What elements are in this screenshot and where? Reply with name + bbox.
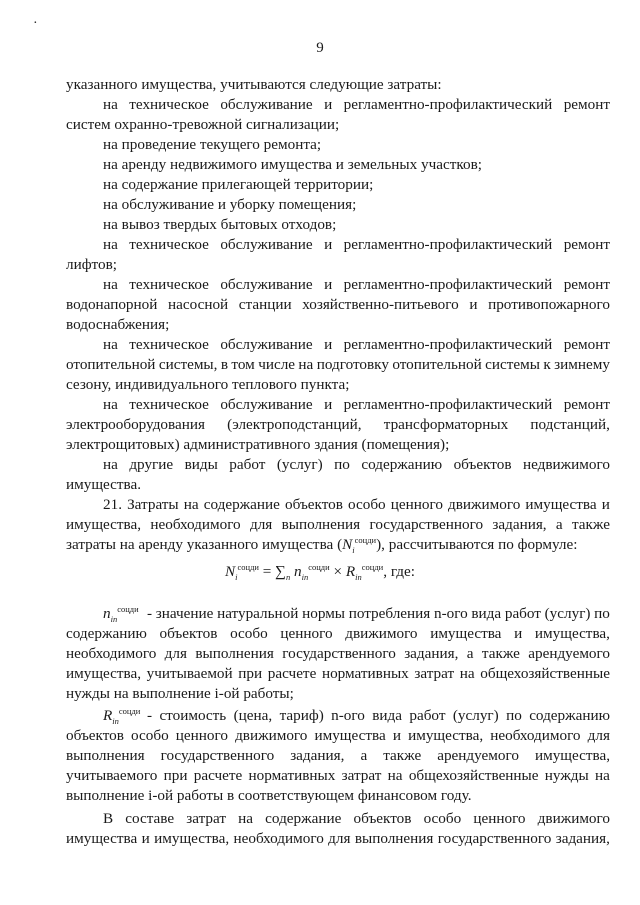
formula	[0, 561, 640, 583]
word: техническое	[129, 396, 209, 413]
word: ценного	[390, 496, 443, 513]
word: объектов	[453, 456, 512, 473]
word: содержанию	[361, 456, 443, 473]
word: регламентно-профилактический	[343, 276, 553, 293]
text-line-justified	[66, 664, 610, 684]
word: государственного	[282, 645, 396, 662]
word: (цена,	[233, 707, 273, 724]
word: имущества	[525, 496, 597, 513]
word: В	[103, 810, 114, 827]
text-line-justified	[147, 604, 610, 624]
word: по	[334, 456, 350, 473]
superscript: соцди	[354, 534, 377, 545]
word: на	[595, 767, 610, 784]
word: натуральной	[217, 605, 299, 622]
word: регламентно-профилактический	[343, 96, 553, 113]
word: на	[103, 396, 118, 413]
word: регламентно-профилактический	[343, 396, 553, 413]
word: имущества,	[534, 747, 610, 764]
word: имущества,	[66, 665, 142, 682]
symbol-R: R	[103, 707, 113, 724]
text-line: на проведение текущего ремонта;	[103, 136, 322, 153]
formula-N: N	[225, 563, 236, 580]
text-line-justified	[103, 495, 610, 515]
word: на	[298, 356, 314, 373]
word: выполнения	[66, 747, 145, 764]
formula-equals: =	[262, 563, 272, 580]
word: 21.	[103, 496, 122, 513]
text-line-justified	[103, 235, 610, 255]
word: ремонт	[563, 396, 610, 413]
formula-times: ×	[333, 563, 343, 580]
word: содержание	[203, 496, 280, 513]
symbol-N: N	[342, 536, 353, 553]
text-line-justified	[103, 809, 610, 829]
word: расчете	[267, 665, 317, 682]
word: нормативных	[321, 665, 409, 682]
word: ценного	[473, 810, 526, 827]
word: обслуживание	[220, 96, 313, 113]
text-line-justified	[66, 624, 610, 644]
text-line-justified	[66, 726, 610, 746]
text-line-justified	[103, 335, 610, 355]
word: отопительной	[66, 356, 156, 373]
word: для	[328, 830, 351, 847]
word: тариф)	[279, 707, 324, 724]
word: и	[141, 830, 150, 847]
word: значение	[155, 605, 214, 622]
text-line: нужды на выполнение i-ой работы;	[66, 685, 294, 702]
word: (услуг)	[452, 707, 499, 724]
word: особо	[423, 810, 462, 827]
word: затрат	[341, 767, 382, 784]
word: работ	[504, 605, 541, 622]
text-line: на аренду недвижимого имущества и земельных участков;	[103, 156, 482, 173]
word: техническое	[129, 276, 209, 293]
word: обслуживание	[220, 276, 313, 293]
word: для	[249, 516, 273, 533]
formula-sup: соцди	[308, 561, 330, 572]
word: движимого	[448, 496, 521, 513]
subscript: i	[352, 545, 355, 556]
word: на	[103, 236, 118, 253]
word: ремонт	[563, 276, 610, 293]
word: ремонт	[563, 336, 610, 353]
text-line: систем охранно-тревожной сигнализации;	[66, 116, 340, 133]
formula-sub: in	[301, 572, 309, 583]
word: имущества	[66, 830, 138, 847]
formula-sup: соцди	[237, 561, 259, 572]
word: станции	[238, 296, 292, 313]
word: ценного	[175, 727, 228, 744]
word: арендуемого	[437, 747, 519, 764]
text-line: на обслуживание и уборку помещения;	[103, 196, 357, 213]
word: виды	[184, 456, 218, 473]
word: а	[466, 645, 474, 662]
superscript: соцди	[117, 603, 139, 614]
word: затрат	[186, 810, 227, 827]
word: движимого	[537, 810, 610, 827]
word: потребления	[348, 605, 431, 622]
word: системы	[485, 356, 540, 373]
word: зимнему	[554, 356, 610, 373]
corner-mark: ·	[33, 16, 38, 31]
word: имущества	[314, 727, 386, 744]
word: техническое	[129, 236, 209, 253]
word: и	[392, 727, 401, 744]
word: ценного	[280, 625, 333, 642]
word: необходимого	[490, 727, 581, 744]
word: (услуг)	[544, 605, 591, 622]
word: объектов	[353, 810, 412, 827]
word: отопительной	[392, 356, 482, 373]
word: объектов	[285, 496, 343, 513]
formula-sub: i	[235, 572, 238, 583]
word: на	[103, 336, 118, 353]
word: n-ого	[331, 707, 365, 724]
word: учитываемого	[66, 767, 158, 784]
word: обслуживание	[220, 236, 313, 253]
page-number: 9	[316, 40, 324, 56]
word: необходимого	[150, 516, 241, 533]
word: при	[238, 665, 263, 682]
word: общехозяйственные	[480, 665, 610, 682]
subscript: in	[112, 716, 119, 727]
word: движимого	[235, 727, 308, 744]
formula-R: R	[345, 563, 356, 580]
word: работ	[409, 707, 446, 724]
text-line: сезону, индивидуального теплового пункта;	[66, 376, 350, 393]
word: учитываемой	[146, 665, 233, 682]
word: особо	[131, 727, 169, 744]
word: имущества,	[66, 516, 142, 533]
text-line-justified	[103, 275, 610, 295]
subscript: in	[110, 614, 118, 625]
word: подготовку	[316, 356, 389, 373]
word: и	[601, 496, 610, 513]
word: а	[555, 516, 563, 533]
word: а	[360, 747, 368, 764]
word: насосной	[168, 296, 229, 313]
word: хозяйственно-питьевого	[302, 296, 459, 313]
word: противопожарного	[488, 296, 610, 313]
word: трансформаторных	[383, 416, 509, 433]
word: и	[324, 336, 333, 353]
word: -	[147, 605, 153, 622]
word: на	[103, 276, 118, 293]
formula-sum: ∑	[275, 563, 286, 580]
formula-sub: in	[355, 572, 362, 583]
word: обслуживание	[220, 336, 313, 353]
word: ремонт	[563, 96, 610, 113]
word: для	[164, 645, 187, 662]
symbol-n: n	[103, 605, 111, 622]
word: подстанций,	[530, 416, 610, 433]
word: движимого	[345, 625, 418, 642]
text-line: водоснабжения;	[66, 316, 170, 333]
text-line: на содержание прилегающей территории;	[103, 176, 374, 193]
word: том	[231, 356, 255, 373]
text-segment: затраты на аренду указанного имущества (	[66, 536, 343, 553]
word: системы,	[158, 356, 218, 373]
word: числе	[258, 356, 296, 373]
word: ремонт	[563, 236, 610, 253]
text-line-justified	[66, 766, 610, 786]
word: техническое	[129, 96, 209, 113]
text-line-justified	[66, 515, 610, 535]
word: содержание	[265, 810, 342, 827]
word: нужды	[544, 767, 589, 784]
word: необходимого	[66, 645, 157, 662]
word: на	[183, 496, 199, 513]
word: и	[324, 396, 333, 413]
text-line: на вывоз твердых бытовых отходов;	[103, 216, 337, 233]
word: и	[324, 236, 333, 253]
word: нормативных	[248, 767, 336, 784]
definition-symbol-n	[103, 604, 139, 624]
word: выполнения	[195, 645, 274, 662]
text-line-justified	[147, 706, 610, 726]
word: (услуг)	[276, 456, 323, 473]
word: электрооборудования	[66, 416, 205, 433]
word: имущества,	[534, 625, 610, 642]
word: также	[481, 645, 520, 662]
word: обслуживание	[220, 396, 313, 413]
text-segment: ), рассчитываются по формуле:	[376, 536, 578, 553]
word: n-ого	[433, 605, 468, 622]
text-line-justified	[66, 295, 610, 315]
word: регламентно-профилактический	[343, 336, 553, 353]
word: в	[220, 356, 229, 373]
text-line-justified	[66, 644, 610, 664]
word: содержанию	[529, 707, 610, 724]
word: выполнения	[354, 830, 434, 847]
word: содержанию	[66, 625, 147, 642]
word: вида	[372, 707, 402, 724]
word: Затраты	[127, 496, 179, 513]
word: имущества,	[408, 727, 484, 744]
word: регламентно-профилактический	[343, 236, 553, 253]
word: работ	[229, 456, 266, 473]
word: объектов	[66, 727, 124, 744]
word: недвижимого	[522, 456, 610, 473]
word: на	[238, 810, 254, 827]
text-line: электрощитовых) административного здания (помещения);	[66, 436, 450, 453]
formula-n: n	[294, 563, 302, 580]
text-line-justified	[103, 95, 610, 115]
word: для	[587, 727, 610, 744]
text-line-justified	[66, 829, 610, 849]
word: расчете	[193, 767, 243, 784]
word: на	[459, 665, 475, 682]
word: задания,	[290, 747, 345, 764]
word: особо	[230, 625, 268, 642]
word: стоимость	[159, 707, 227, 724]
word: другие	[129, 456, 174, 473]
word: необходимого	[233, 830, 324, 847]
text-line-justified	[66, 746, 610, 766]
word: общехозяйственные	[408, 767, 539, 784]
text-line-justified	[103, 395, 610, 415]
formula-sup: соцди	[361, 561, 384, 572]
word: вида	[471, 605, 502, 622]
word: государственного	[437, 830, 552, 847]
word: выполнения	[281, 516, 361, 533]
word: к	[543, 356, 551, 373]
word: -	[147, 707, 153, 724]
word: техническое	[129, 336, 209, 353]
word: по	[594, 605, 610, 622]
word: объектов	[159, 625, 218, 642]
word: и	[514, 625, 523, 642]
word: имущества,	[154, 830, 230, 847]
word: и	[324, 96, 333, 113]
word: при	[163, 767, 188, 784]
text-line: выполнение i-ой работы в соответствующем финансовом году.	[66, 787, 472, 804]
formula-where: , где:	[383, 563, 415, 580]
word: задания,	[555, 830, 610, 847]
text-line-justified	[66, 415, 610, 435]
superscript: соцди	[118, 705, 141, 716]
text-line: имущества.	[66, 476, 142, 493]
word: государственного	[369, 516, 484, 533]
word: нормы	[302, 605, 346, 622]
text-line: указанного имущества, учитываются следующие затраты:	[66, 76, 442, 93]
word: также	[571, 516, 610, 533]
word: (электроподстанций,	[227, 416, 362, 433]
word: и	[324, 276, 333, 293]
text-line-justified	[103, 455, 610, 475]
word: затрат	[414, 665, 455, 682]
word: на	[387, 767, 403, 784]
word: по	[506, 707, 522, 724]
word: имущества	[430, 625, 502, 642]
word: на	[103, 96, 118, 113]
word: водонапорной	[66, 296, 158, 313]
text-line-with-symbol	[66, 535, 577, 555]
word: арендуемого	[528, 645, 610, 662]
word: задания,	[404, 645, 459, 662]
definition-symbol-R	[103, 706, 140, 726]
word: составе	[125, 810, 175, 827]
word: также	[383, 747, 422, 764]
word: задания,	[492, 516, 547, 533]
word: государственного	[160, 747, 275, 764]
text-line-justified	[66, 355, 610, 375]
word: на	[103, 456, 118, 473]
word: и	[469, 296, 478, 313]
word: особо	[348, 496, 386, 513]
text-line: лифтов;	[66, 256, 117, 273]
formula-sub: n	[285, 572, 291, 583]
